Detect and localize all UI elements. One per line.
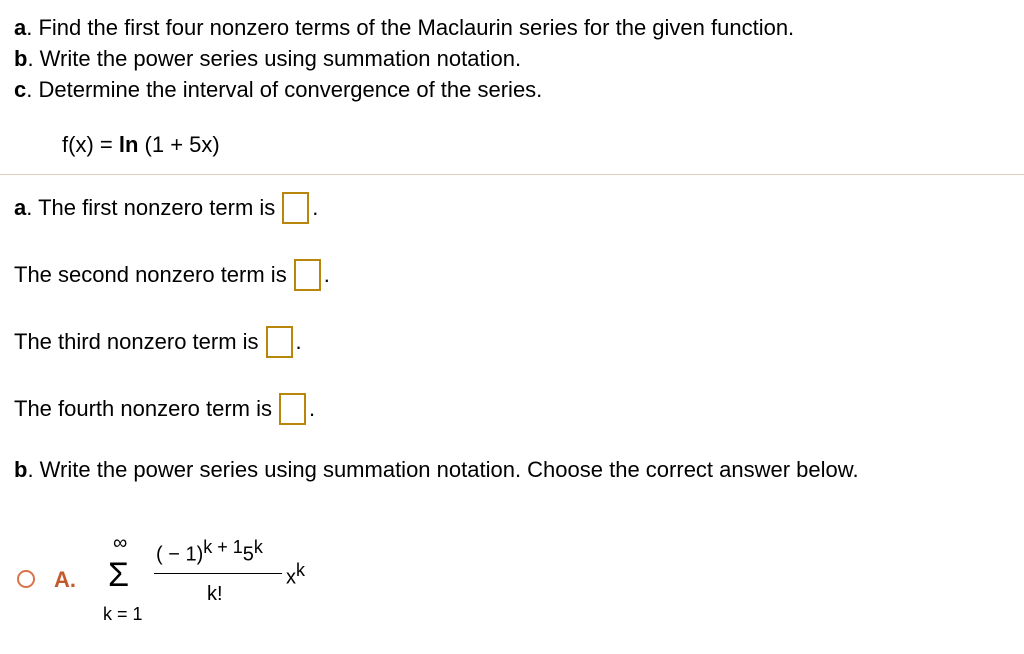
first-term-answer-box[interactable] xyxy=(282,192,309,224)
third-term-label: The third nonzero term is xyxy=(14,329,259,354)
fraction-numerator xyxy=(156,537,263,567)
function-ln: ln xyxy=(118,132,139,157)
instruction-b xyxy=(14,46,521,72)
fourth-term-row xyxy=(14,393,315,425)
third-term-row xyxy=(14,326,302,358)
function-prefix: f(x) = xyxy=(62,132,119,157)
second-term-label: The second nonzero term is xyxy=(14,262,287,287)
fraction-bar xyxy=(154,573,282,574)
function-argument: (1 + 5x) xyxy=(138,132,220,157)
numerator-base: ( − 1) xyxy=(156,543,204,566)
sum-upper-limit: ∞ xyxy=(113,532,128,554)
period: . xyxy=(323,262,330,287)
x-power xyxy=(286,560,305,590)
second-term-row xyxy=(14,259,330,291)
instruction-text: . Find the first four nonzero terms of the Maclaurin series for the given function. xyxy=(26,15,795,40)
fraction-denominator: k! xyxy=(207,583,223,605)
sum-lower-limit: k = 1 xyxy=(103,604,143,624)
instruction-a xyxy=(14,15,794,41)
part-b-prompt xyxy=(14,457,859,483)
part-b-letter: b xyxy=(14,457,28,482)
option-a-label[interactable]: A. xyxy=(54,567,76,592)
third-term-answer-box[interactable] xyxy=(266,326,293,358)
instruction-letter: c xyxy=(14,77,27,102)
part-b-text: . Write the power series using summation notation. Choose the correct answer below. xyxy=(27,457,859,482)
instruction-c xyxy=(14,77,542,103)
instruction-text: . Determine the interval of convergence of the series. xyxy=(26,77,543,102)
first-term-label: . The first nonzero term is xyxy=(26,195,276,220)
numerator-exponent: k xyxy=(253,537,263,557)
period: . xyxy=(309,396,316,421)
function-definition xyxy=(62,132,220,158)
summation-sigma: Σ xyxy=(108,556,130,594)
section-divider xyxy=(0,174,1024,175)
instruction-text: . Write the power series using summation notation. xyxy=(27,46,522,71)
first-term-row xyxy=(14,192,318,224)
instruction-letter: b xyxy=(14,46,28,71)
numerator-exponent: k + 1 xyxy=(203,537,243,557)
x-base: x xyxy=(286,566,296,589)
part-a-letter: a xyxy=(14,195,27,220)
instruction-letter: a xyxy=(14,15,27,40)
fourth-term-answer-box[interactable] xyxy=(279,393,306,425)
period: . xyxy=(295,329,302,354)
second-term-answer-box[interactable] xyxy=(294,259,321,291)
period: . xyxy=(312,195,319,220)
x-exponent: k xyxy=(296,560,305,580)
numerator-five: 5 xyxy=(242,543,254,566)
fourth-term-label: The fourth nonzero term is xyxy=(14,396,273,421)
option-a-radio[interactable] xyxy=(17,570,35,588)
